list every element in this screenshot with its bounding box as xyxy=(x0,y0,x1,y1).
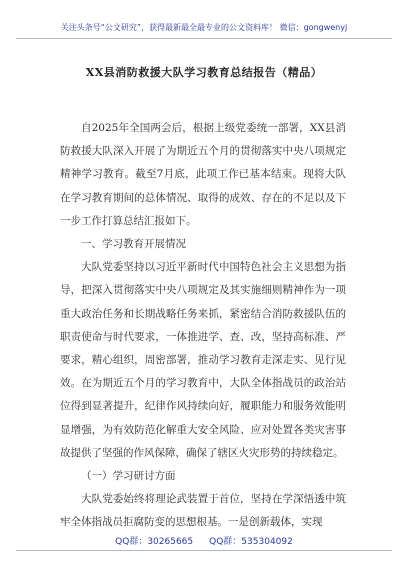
section-paragraph: 大队党委坚持以习近平新时代中国特色社会主义思想为指导，把深入贯彻落实中央八项规定及其实施细则精神作为一项重大政治任务和长期战略任务来抓，紧密结合消防救援队伍的职责使命与时代要求，一体推进学、查、改，坚持高标准、严要求，精心组织，周密部署，推动学习教育走深走实、见行见效。在为期近五个月的学习教育中，大队全体指战员的政治站位得到显著提升，纪律作风持续向好，履职能力和服务效能明显增强，为有效防范化解重大安全风险、应对处置各类灾害事故提供了坚强的作风保障，确保了辖区火灾形势的持续稳定。 xyxy=(60,261,346,459)
page-header-promo: 关注头条号“公文研究”，获得最新最全最专业的公文资料库！ 微信：gongwenyj xyxy=(60,23,348,32)
page-footer xyxy=(0,534,408,547)
footer-divider xyxy=(16,550,392,551)
intro-paragraph: 自2025年全国两会后，根据上级党委统一部署，XX县消防救援大队深入开展了为期近五个月的贯彻落实中央八项规定精神学习教育。截至7月底，此项工作已基本结束。现将大队在学习教育期间的总体情况、取得的成效、存在的不足以及下一步工作打算总结汇报如下。 xyxy=(60,122,346,227)
subsection-paragraph: 大队党委始终将理论武装置于首位，坚持在学深悟透中筑牢全体指战员拒腐防变的思想根基。一是创新载体，实现 xyxy=(60,493,346,529)
document-body xyxy=(60,117,346,535)
document-title: XX县消防救援大队学习教育总结报告（精品） xyxy=(85,66,323,79)
subsection-heading: （一）学习研讨方面 xyxy=(81,470,176,483)
section-heading: 一、学习教育开展情况 xyxy=(81,238,186,251)
footer-qq-group-1: QQ群：30265665 xyxy=(115,537,194,547)
header-divider xyxy=(16,38,392,39)
footer-qq-group-2: QQ群：535304092 xyxy=(209,537,293,547)
